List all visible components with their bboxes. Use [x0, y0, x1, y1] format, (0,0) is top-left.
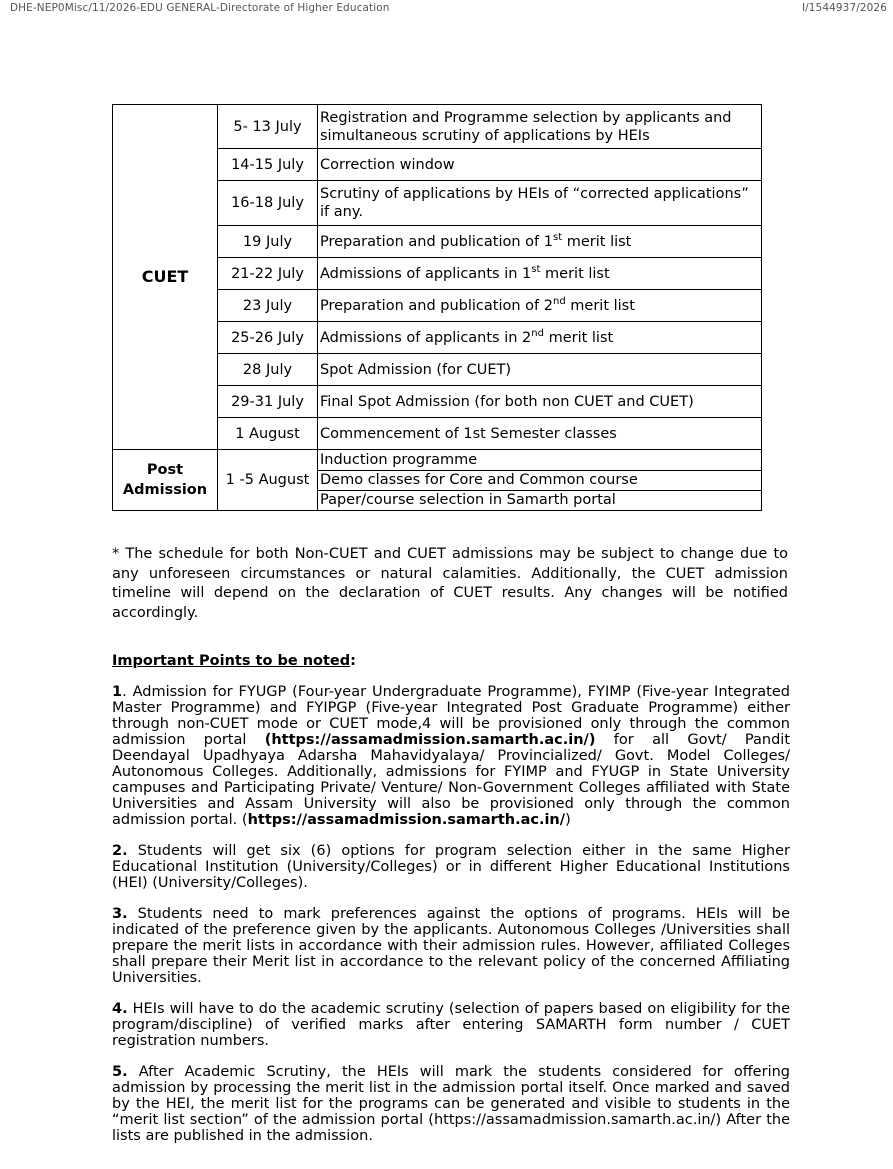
document-number: I/1544937/2026: [801, 2, 887, 14]
document-reference: DHE-NEP0Misc/11/2026-EDU GENERAL-Directorate of Higher Education: [10, 2, 390, 14]
schedule-activity: Demo classes for Core and Common course: [318, 471, 762, 491]
portal-link: (https://assamadmission.samarth.ac.in/): [264, 732, 596, 748]
schedule-activity: Final Spot Admission (for both non CUET and CUET): [318, 386, 762, 418]
schedule-activity: Paper/course selection in Samarth portal: [318, 491, 762, 511]
schedule-activity: Registration and Programme selection by applicants and simultaneous scrutiny of applications by HEIs: [318, 105, 762, 149]
schedule-activity: Admissions of applicants in 1st merit list: [318, 258, 762, 290]
schedule-activity: Correction window: [318, 149, 762, 181]
schedule-date: 21-22 July: [218, 258, 318, 290]
point-5: 5. After Academic Scrutiny, the HEIs will mark the students considered for offering admission by processing the merit list in the admission portal itself. Once marked and saved by the HEI, the merit list for the programs can be generated and visible to students in the “merit list section” of the admission portal (https://assamadmission.samarth.ac.in/) After the lists are published in the admission.: [112, 1064, 790, 1144]
table-row: [113, 450, 762, 471]
schedule-activity: Commencement of 1st Semester classes: [318, 418, 762, 450]
schedule-date: 28 July: [218, 354, 318, 386]
admission-schedule-table: [112, 104, 762, 511]
schedule-date: 23 July: [218, 290, 318, 322]
schedule-activity: Scrutiny of applications by HEIs of “corrected applications” if any.: [318, 181, 762, 226]
schedule-date: 19 July: [218, 226, 318, 258]
phase-post-admission-label: Post Admission: [113, 450, 218, 511]
schedule-date: 16-18 July: [218, 181, 318, 226]
table-row: [113, 105, 762, 149]
portal-link: https://assamadmission.samarth.ac.in/: [247, 812, 566, 828]
point-1: 1. Admission for FYUGP (Four-year Undergraduate Programme), FYIMP (Five-year Integrated Master Programme) and FYIPGP (Five-year Integrated Post Graduate Programme) either through non-CUET mode or CUET mode,4 will be provisioned only through the common admission portal (https://assamadmission.samarth.ac.in/) for all Govt/ Pandit Deendayal Upadhyaya Adarsha Mahavidyalaya/ Provincialized/ Govt. Model Colleges/ Autonomous Colleges. Additionally, admissions for FYIMP and FYUGP in State University campuses and Participating Private/ Venture/ Non-Government Colleges affiliated with State Universities and Assam University will also be provisioned only through the common admission portal. (https://assamadmission.samarth.ac.in/): [112, 684, 791, 828]
schedule-date: 5- 13 July: [218, 105, 318, 149]
important-points-heading: Important Points to be noted:: [112, 653, 356, 669]
schedule-date: 14-15 July: [218, 149, 318, 181]
point-3: 3. Students need to mark preferences against the options of programs. HEIs will be indicated of the preference given by the applicants. Autonomous Colleges /Universities shall prepare the merit lists in accordance with their admission rules. However, affiliated Colleges shall prepare their Merit list in accordance to the relevant policy of the concerned Affiliating Universities.: [112, 906, 790, 986]
important-points-list: [112, 684, 790, 1159]
schedule-activity: Induction programme: [318, 450, 762, 471]
schedule-activity: Preparation and publication of 1st merit list: [318, 226, 762, 258]
schedule-note: * The schedule for both Non-CUET and CUET admissions may be subject to change due to any unforeseen circumstances or natural calamities. Additionally, the CUET admission timeline will depend on the declaration of CUET results. Any changes will be notified accordingly.: [112, 546, 788, 622]
schedule-date: 29-31 July: [218, 386, 318, 418]
schedule-activity: Preparation and publication of 2nd merit list: [318, 290, 762, 322]
phase-cuet-label: CUET: [113, 105, 218, 450]
point-4: 4. HEIs will have to do the academic scrutiny (selection of papers based on eligibility for the program/discipline) of verified marks after entering SAMARTH form number / CUET registration numbers.: [112, 1001, 790, 1049]
schedule-date: 1 August: [218, 418, 318, 450]
schedule-activity: Admissions of applicants in 2nd merit list: [318, 322, 762, 354]
schedule-date: 25-26 July: [218, 322, 318, 354]
point-2: 2. Students will get six (6) options for program selection either in the same Higher Educational Institution (University/Colleges) or in different Higher Educational Institutions (HEI) (University/Colleges).: [112, 843, 790, 891]
schedule-date: 1 -5 August: [218, 450, 318, 511]
schedule-activity: Spot Admission (for CUET): [318, 354, 762, 386]
